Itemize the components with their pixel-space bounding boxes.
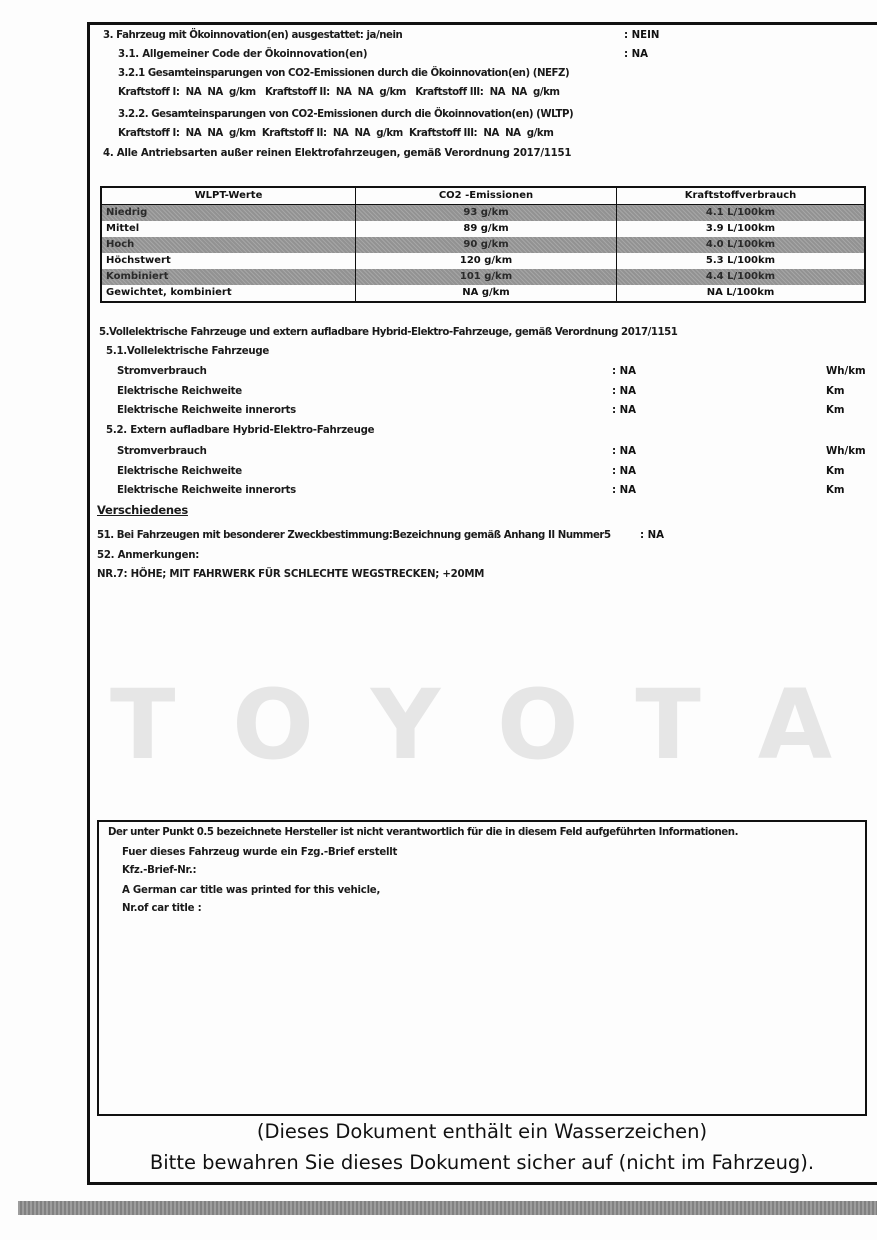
- table-body: [101, 205, 865, 303]
- row-label: Gewichtet, kombiniert: [101, 285, 356, 302]
- section4-title: 4. Alle Antriebsarten außer reinen Elektrofahrzeugen, gemäß Verordnung 2017/1151: [103, 148, 572, 159]
- item51-label: 51. Bei Fahrzeugen mit besonderer Zweckbestimmung:Bezeichnung gemäß Anhang II Nummer5: [97, 530, 611, 541]
- bev-consumption-unit: Wh/km: [826, 366, 866, 377]
- brief-created-note: Fuer dieses Fahrzeug wurde ein Fzg.-Brief erstellt: [122, 847, 398, 858]
- phev-range-value: : NA: [612, 466, 637, 477]
- item51-value: : NA: [640, 530, 665, 541]
- row-co2-value: 101 g/km: [356, 269, 617, 285]
- bev-city-range-label: Elektrische Reichweite innerorts: [117, 405, 296, 416]
- item52-label: 52. Anmerkungen:: [97, 550, 200, 561]
- phev-consumption-unit: Wh/km: [826, 446, 866, 457]
- table-row: [101, 269, 865, 285]
- section5-title: 5.Vollelektrische Fahrzeuge und extern aufladbare Hybrid-Elektro-Fahrzeuge, gemäß Verordnung 2017/1151: [99, 327, 678, 338]
- bev-range-label: Elektrische Reichweite: [117, 386, 242, 397]
- wltp-savings-label: 3.2.2. Gesamteinsparungen von CO2-Emissionen durch die Ökoinnovation(en) (WLTP): [118, 109, 574, 120]
- bev-range-unit: Km: [826, 386, 845, 397]
- table-header-row: [101, 187, 865, 205]
- phev-title: 5.2. Extern aufladbare Hybrid-Elektro-Fahrzeuge: [106, 425, 375, 436]
- bev-consumption-value: : NA: [612, 366, 637, 377]
- phev-consumption-label: Stromverbrauch: [117, 446, 207, 457]
- header-wltp: WLPT-Werte: [101, 187, 356, 205]
- row-fuel-value: 4.1 L/100km: [617, 205, 866, 222]
- phev-city-range-value: : NA: [612, 485, 637, 496]
- table-row: [101, 237, 865, 253]
- car-title-printed-note: A German car title was printed for this vehicle,: [122, 885, 381, 896]
- wltp-values-table: [100, 186, 866, 303]
- wltp-fuel-values: Kraftstoff I: NA NA g/km Kraftstoff II: NA NA g/km Kraftstoff III: NA NA g/km: [118, 128, 554, 139]
- section3-title: 3. Fahrzeug mit Ökoinnovation(en) ausgestattet: ja/nein: [103, 30, 403, 41]
- manufacturer-disclaimer: Der unter Punkt 0.5 bezeichnete Hersteller ist nicht verantwortlich für die in diesem Feld aufgeführten Informationen.: [108, 827, 738, 838]
- table-row: [101, 221, 865, 237]
- table-row: [101, 253, 865, 269]
- phev-range-label: Elektrische Reichweite: [117, 466, 242, 477]
- nefz-savings-label: 3.2.1 Gesamteinsparungen von CO2-Emissionen durch die Ökoinnovation(en) (NEFZ): [118, 68, 570, 79]
- watermark-notice: (Dieses Dokument enthält ein Wasserzeichen): [256, 1120, 708, 1143]
- keep-safe-notice: Bitte bewahren Sie dieses Dokument sicher auf (nicht im Fahrzeug).: [149, 1151, 815, 1174]
- car-title-number-label: Nr.of car title :: [122, 903, 202, 914]
- misc-heading: Verschiedenes: [97, 503, 188, 517]
- watermark-letter: T: [110, 669, 194, 781]
- watermark-letter: O: [497, 669, 597, 781]
- bev-range-value: : NA: [612, 386, 637, 397]
- eco-code-value: : NA: [624, 49, 649, 60]
- brief-number-label: Kfz.-Brief-Nr.:: [122, 865, 197, 876]
- row-label: Hoch: [101, 237, 356, 253]
- eco-code-label: 3.1. Allgemeiner Code der Ökoinnovation(en): [118, 49, 368, 60]
- row-fuel-value: 5.3 L/100km: [617, 253, 866, 269]
- row-co2-value: NA g/km: [356, 285, 617, 302]
- bev-consumption-label: Stromverbrauch: [117, 366, 207, 377]
- bev-title: 5.1.Vollelektrische Fahrzeuge: [106, 346, 270, 357]
- nefz-fuel-values: Kraftstoff I: NA NA g/km Kraftstoff II: NA NA g/km Kraftstoff III: NA NA g/km: [118, 87, 560, 98]
- info-box: [97, 820, 867, 1116]
- phev-city-range-unit: Km: [826, 485, 845, 496]
- watermark-letter: T: [635, 669, 719, 781]
- header-co2: CO2 -Emissionen: [356, 187, 617, 205]
- row-co2-value: 90 g/km: [356, 237, 617, 253]
- table-row: [101, 205, 865, 222]
- phev-range-unit: Km: [826, 466, 845, 477]
- row-fuel-value: NA L/100km: [617, 285, 866, 302]
- row-fuel-value: 3.9 L/100km: [617, 221, 866, 237]
- row-fuel-value: 4.0 L/100km: [617, 237, 866, 253]
- watermark-letter: O: [232, 669, 332, 781]
- row-co2-value: 93 g/km: [356, 205, 617, 222]
- header-fuel-consumption: Kraftstoffverbrauch: [617, 187, 866, 205]
- section3-value: : NEIN: [624, 30, 660, 41]
- phev-city-range-label: Elektrische Reichweite innerorts: [117, 485, 296, 496]
- row-label: Höchstwert: [101, 253, 356, 269]
- row-label: Mittel: [101, 221, 356, 237]
- row-co2-value: 89 g/km: [356, 221, 617, 237]
- phev-consumption-value: : NA: [612, 446, 637, 457]
- watermark-letter: A: [757, 669, 850, 781]
- bev-city-range-value: : NA: [612, 405, 637, 416]
- row-label: Niedrig: [101, 205, 356, 222]
- row-fuel-value: 4.4 L/100km: [617, 269, 866, 285]
- bev-city-range-unit: Km: [826, 405, 845, 416]
- scan-edge-bar: [18, 1201, 877, 1215]
- watermark-letter: Y: [370, 669, 459, 781]
- item52-note: NR.7: HÖHE; MIT FAHRWERK FÜR SCHLECHTE WEGSTRECKEN; +20MM: [97, 569, 485, 580]
- table-row: [101, 285, 865, 302]
- row-label: Kombiniert: [101, 269, 356, 285]
- row-co2-value: 120 g/km: [356, 253, 617, 269]
